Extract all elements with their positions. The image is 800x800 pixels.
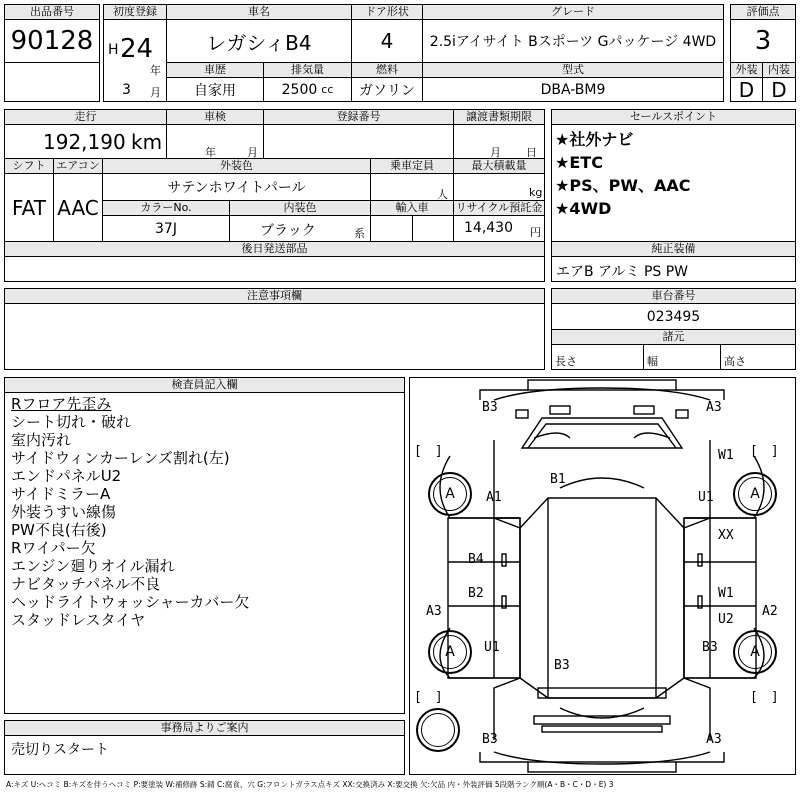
mark-a3-bottom-right: A3 <box>706 732 722 747</box>
reg-month: 3 <box>122 82 131 98</box>
legend: A:キズ U:ヘコミ B:キズを伴うヘコミ P:要塗装 W:補修跡 S:錆 C:腐食、穴 G:フロントガラス点キズ XX:交換済み X:要交換 欠:欠品 内・外装評価 5段階ランク順(A・B・C・D・E) 3 <box>6 780 614 789</box>
ext-color-label: 外装色 <box>102 158 371 174</box>
inspector-note: スタッドレスタイヤ <box>11 611 146 629</box>
car-name-value: レガシィB4 <box>166 19 352 63</box>
wheel-rear-left <box>428 630 472 674</box>
mileage-label: 走行 <box>4 109 167 125</box>
inspector-notes <box>4 392 405 714</box>
mark-u1-left: U1 <box>484 640 500 655</box>
wheel-mark: A <box>445 486 455 502</box>
chassis-value: 023495 <box>551 303 796 330</box>
car-diagram <box>409 377 796 775</box>
spare-wheel <box>416 708 460 752</box>
mark-b3-right: B3 <box>702 640 718 655</box>
mileage-unit: km <box>131 130 163 154</box>
lot-no-label: 出品番号 <box>4 4 100 20</box>
mark-b3-bottom-left: B3 <box>482 732 498 747</box>
displacement-unit: cc <box>321 83 334 96</box>
door-label: ドア形状 <box>351 4 423 20</box>
history-value: 自家用 <box>166 77 264 102</box>
first-reg-value <box>103 19 167 102</box>
mark-b3-top-left: B3 <box>482 400 498 415</box>
sell-points-list <box>551 124 796 242</box>
notes-label: 注意事項欄 <box>4 288 545 304</box>
car-outline-icon <box>410 378 795 774</box>
inspector-note: Rワイパー欠 <box>11 539 96 557</box>
displacement-number: 2500 <box>281 81 318 98</box>
transfer-label: 譲渡書類期限 <box>453 109 545 125</box>
displacement-label: 排気量 <box>263 62 352 78</box>
interior-value: D <box>762 77 796 102</box>
genuine-label: 純正装備 <box>551 241 796 257</box>
inspector-note: 室内汚れ <box>11 431 72 449</box>
bracket-marker: [ ] <box>750 690 779 705</box>
exterior-label: 外装 <box>730 62 763 78</box>
aircon-label: エアコン <box>53 158 103 174</box>
office-value: 売切りスタート <box>4 735 405 775</box>
grade-value: 2.5iアイサイト Bスポーツ Gパッケージ 4WD <box>422 19 724 63</box>
capacity-unit: 人 <box>437 188 448 201</box>
inspector-note: 外装うすい線傷 <box>11 503 117 521</box>
score-value: 3 <box>730 19 796 63</box>
ext-color-value: サテンホワイトパール <box>102 173 371 201</box>
recycle-label: リサイクル預託金 <box>453 200 545 216</box>
max-load-value <box>453 173 545 201</box>
inspector-note: PW不良(右後) <box>11 521 107 539</box>
mark-a1: A1 <box>486 490 502 505</box>
plate-label: 登録番号 <box>263 109 454 125</box>
sell-point-item: ★社外ナビ <box>555 130 634 149</box>
wheel-front-left <box>428 472 472 516</box>
inspector-note: エンジン廻りオイル漏れ <box>11 557 175 575</box>
era: H <box>108 42 119 58</box>
aircon-value: AAC <box>53 173 103 242</box>
mark-b4: B4 <box>468 552 484 567</box>
notes-value <box>4 303 545 370</box>
mark-a3-left: A3 <box>426 604 442 619</box>
door-value: 4 <box>351 19 423 63</box>
lot-no-blank <box>4 62 100 102</box>
inspector-note: シート切れ・破れ <box>11 413 132 431</box>
int-color-value <box>229 215 371 242</box>
recycle-unit: 円 <box>530 226 541 239</box>
inspector-note: ナビタッチパネル不良 <box>11 575 161 593</box>
car-name-label: 車名 <box>166 4 352 20</box>
wheel-mark: A <box>750 644 760 660</box>
insp-year-unit: 年 <box>205 146 216 159</box>
int-color-label: 内装色 <box>229 200 371 216</box>
plate-value <box>263 124 454 159</box>
genuine-value: エアB アルミ PS PW <box>551 256 796 282</box>
int-color-text: ブラック <box>260 223 316 239</box>
inspector-note: サイドウィンカーレンズ割れ(左) <box>11 449 230 467</box>
inspector-note: Rフロア先歪み <box>11 395 112 413</box>
mark-w1-right: W1 <box>718 448 734 463</box>
mark-b2: B2 <box>468 586 484 601</box>
mark-u2: U2 <box>718 612 734 627</box>
inspector-label: 検査員記入欄 <box>4 377 405 393</box>
recycle-amount: 14,430 <box>464 220 513 236</box>
sell-point-item: ★4WD <box>555 199 612 218</box>
mark-xx: XX <box>718 528 734 543</box>
reg-year: 24 <box>120 34 154 64</box>
inspector-note: ヘッドライトウォッシャーカバー欠 <box>11 593 250 611</box>
mark-w1-right-rear: W1 <box>718 586 734 601</box>
insp-month-unit: 月 <box>247 146 258 159</box>
later-parts-label: 後日発送部品 <box>4 241 545 257</box>
import-value-b <box>412 215 454 242</box>
inspector-note: サイドミラーA <box>11 485 111 503</box>
bracket-marker: [ ] <box>414 444 443 459</box>
wheel-rear-right <box>733 630 777 674</box>
shift-label: シフト <box>4 158 54 174</box>
sell-point-item: ★PS、PW、AAC <box>555 176 691 195</box>
mileage-number: 192,190 <box>43 130 126 154</box>
mark-b3-center: B3 <box>554 658 570 673</box>
recycle-value <box>453 215 545 242</box>
color-no-value: 37J <box>102 215 230 242</box>
wheel-mark: A <box>750 486 760 502</box>
first-reg-label: 初度登録 <box>103 4 167 20</box>
dim-height: 高さ <box>720 344 796 370</box>
import-value-a <box>370 215 413 242</box>
shift-value: FAT <box>4 173 54 242</box>
displacement-value <box>263 77 352 102</box>
inspector-note: エンドパネルU2 <box>11 467 122 485</box>
dim-width: 幅 <box>643 344 721 370</box>
model-code-label: 型式 <box>422 62 724 78</box>
int-color-unit: 系 <box>354 227 365 240</box>
wheel-front-right <box>733 472 777 516</box>
inspection-value <box>166 124 264 159</box>
reg-month-unit: 月 <box>150 86 161 99</box>
transfer-value <box>453 124 545 159</box>
history-label: 車歴 <box>166 62 264 78</box>
fuel-label: 燃料 <box>351 62 423 78</box>
capacity-value <box>370 173 454 201</box>
office-label: 事務局よりご案内 <box>4 720 405 736</box>
capacity-label: 乗車定員 <box>370 158 454 174</box>
fuel-value: ガソリン <box>351 77 423 102</box>
mark-u1-right: U1 <box>698 490 714 505</box>
inspection-label: 車検 <box>166 109 264 125</box>
sell-points-label: セールスポイント <box>551 109 796 125</box>
dims-label: 諸元 <box>551 329 796 345</box>
later-parts-value <box>4 256 545 282</box>
dim-length: 長さ <box>551 344 644 370</box>
score-label: 評価点 <box>730 4 796 20</box>
max-load-unit: kg <box>529 186 543 199</box>
bracket-marker: [ ] <box>750 444 779 459</box>
interior-label: 内装 <box>762 62 796 78</box>
grade-label: グレード <box>422 4 724 20</box>
transfer-day-unit: 日 <box>526 146 537 159</box>
exterior-value: D <box>730 77 763 102</box>
import-label: 輸入車 <box>370 200 454 216</box>
mark-b1: B1 <box>550 472 566 487</box>
lot-no-value: 90128 <box>4 19 100 63</box>
mileage-value <box>4 124 167 159</box>
bracket-marker: [ ] <box>414 690 443 705</box>
transfer-month-unit: 月 <box>490 146 501 159</box>
mark-a2-right: A2 <box>762 604 778 619</box>
mark-a3-top-right: A3 <box>706 400 722 415</box>
max-load-label: 最大積載量 <box>453 158 545 174</box>
chassis-label: 車台番号 <box>551 288 796 304</box>
reg-year-unit: 年 <box>150 64 161 77</box>
wheel-mark: A <box>445 644 455 660</box>
color-no-label: カラーNo. <box>102 200 230 216</box>
sell-point-item: ★ETC <box>555 153 603 172</box>
model-code-value: DBA-BM9 <box>422 77 724 102</box>
